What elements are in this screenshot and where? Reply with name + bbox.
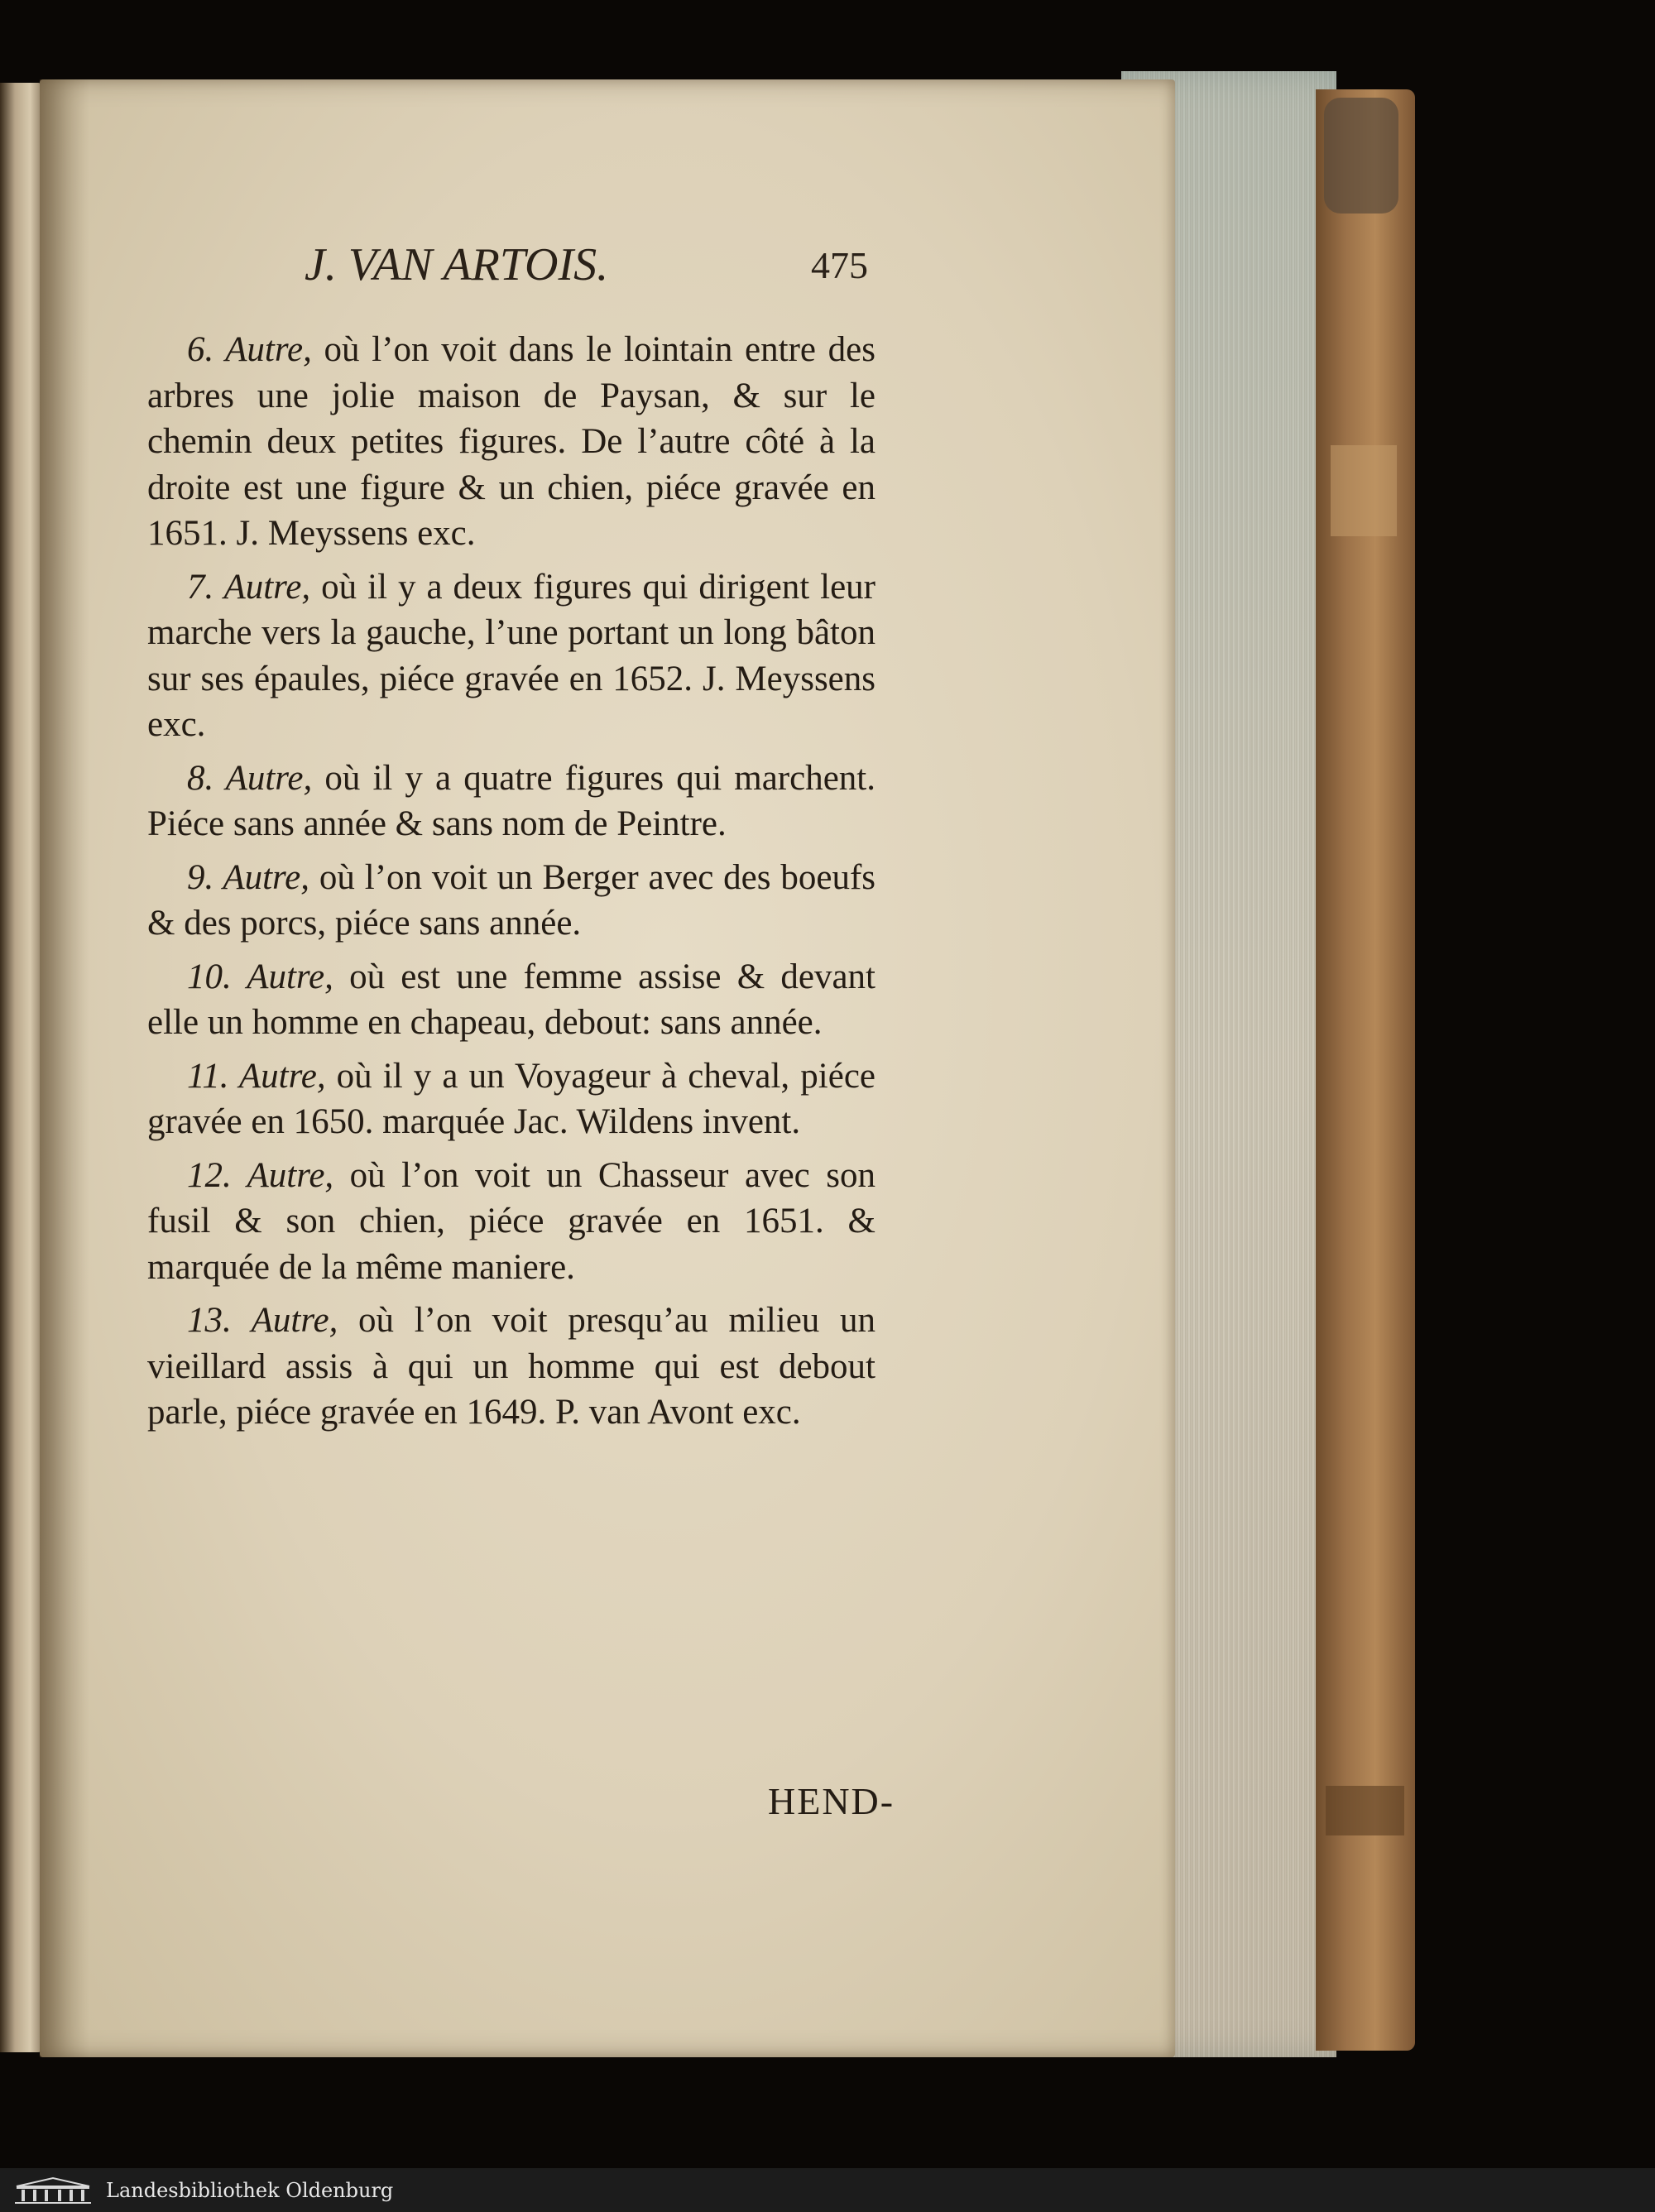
cover-wear-mark — [1326, 1786, 1404, 1835]
catalog-entry — [147, 327, 875, 557]
footer-bar — [0, 2168, 1655, 2212]
entry-label: 6. Autre, — [187, 330, 312, 369]
page-number: 475 — [811, 244, 868, 286]
running-title: J. VAN ARTOIS. — [305, 239, 609, 290]
catalog-entry — [147, 756, 875, 847]
entry-label: 10. Autre, — [187, 957, 333, 996]
library-building-icon[interactable] — [12, 2176, 94, 2205]
page-body — [147, 327, 875, 1443]
entry-label: 11. Autre, — [187, 1056, 326, 1096]
catalog-entry — [147, 855, 875, 947]
cover-wear-mark — [1324, 98, 1398, 214]
previous-page-edge — [0, 83, 43, 2052]
entry-text: où est une femme assise & devant elle un homme en chapeau, debout: sans année. — [147, 957, 875, 1042]
entry-label: 13. Autre, — [187, 1301, 338, 1340]
entry-text: où il y a quatre figures qui marchent. Piéce sans année & sans nom de Peintre. — [147, 758, 875, 843]
page-header — [305, 238, 884, 296]
catchword: HEND- — [768, 1780, 895, 1822]
catalog-entry — [147, 1153, 875, 1291]
entry-label: 12. Autre, — [187, 1155, 334, 1195]
entry-label: 7. Autre, — [187, 567, 311, 607]
catalog-entry — [147, 1298, 875, 1436]
catalog-entry — [147, 564, 875, 748]
entry-text: où il y a deux figures qui dirigent leur marche vers la gauche, l’une portant un long bâton sur ses épaules, piéce gravée en 1652. J. Meyssens exc. — [147, 567, 876, 744]
leather-cover-edge — [1316, 89, 1415, 2051]
entry-text: où l’on voit presqu’au milieu un vieillard assis à qui un homme qui est debout parle, piéce gravée en 1649. P. van Avont exc. — [147, 1301, 875, 1432]
entry-text: où l’on voit dans le lointain entre des arbres une jolie maison de Paysan, & sur le chemin deux petites figures. De l’autre côté à la droite est une figure & un chien, piéce gravée en 1651. J. Meyssens exc. — [147, 330, 875, 553]
entry-label: 8. Autre, — [187, 758, 313, 798]
catalog-entry — [147, 954, 875, 1046]
catalog-entry — [147, 1053, 875, 1145]
entry-label: 9. Autre, — [187, 857, 310, 897]
entry-text: où l’on voit un Chasseur avec son fusil & son chien, piéce gravée en 1651. & marquée de la même maniere. — [147, 1155, 875, 1287]
entry-text: où l’on voit un Berger avec des boeufs & des porcs, piéce sans année. — [147, 857, 875, 943]
entry-text: où il y a un Voyageur à cheval, piéce gravée en 1650. marquée Jac. Wildens invent. — [147, 1056, 875, 1141]
cover-wear-mark — [1331, 445, 1397, 536]
library-name[interactable]: Landesbibliothek Oldenburg — [106, 2179, 394, 2202]
